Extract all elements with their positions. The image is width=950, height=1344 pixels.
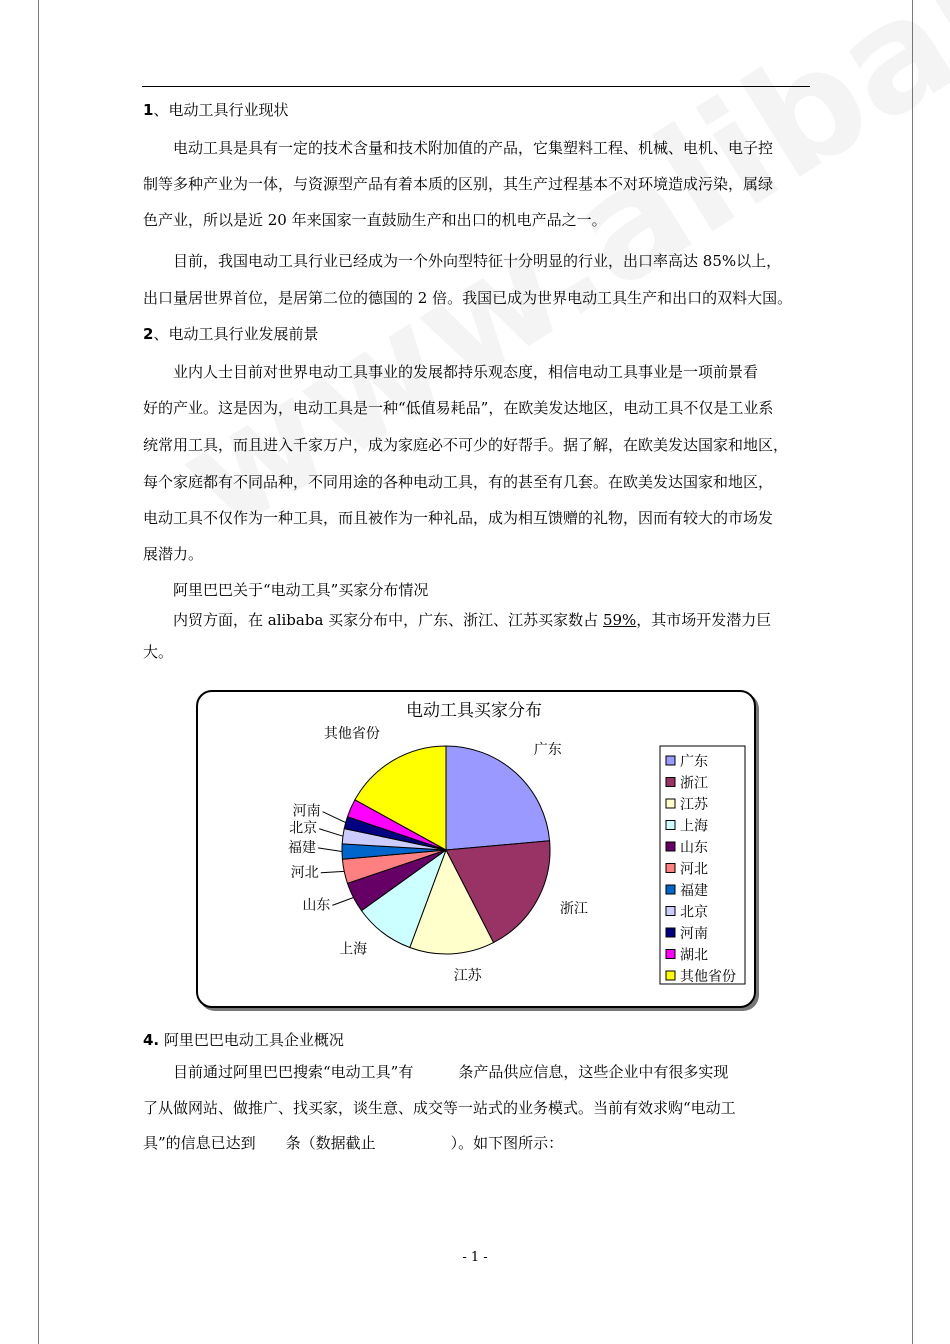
paragraph-5-line-2: 大。 [143, 643, 174, 661]
paragraph-3-line-3: 统常用工具，而且进入千家万户，成为家庭必不可少的好帮手。据了解，在欧美发达国家和地区， [143, 436, 789, 454]
heading-2-text: 、电动工具行业发展前景 [153, 325, 319, 343]
heading-2-number: 2 [143, 325, 154, 343]
slice-label-9: 河南 [292, 803, 321, 820]
legend-swatch-6 [666, 864, 675, 873]
legend-label-4: 上海 [680, 818, 708, 835]
legend-label-10: 湖北 [680, 947, 708, 964]
legend-label-8: 北京 [680, 904, 708, 921]
paragraph-5-text-a: 内贸方面，在 alibaba 买家分布中，广东、浙江、江苏买家数占 [143, 611, 603, 629]
pie-chart [196, 690, 752, 1006]
paragraph-3-line-5: 电动工具不仅作为一种工具，而且被作为一种礼品，成为相互馈赠的礼物，因而有较大的市场发 [143, 509, 774, 527]
pie-slice-1 [446, 746, 550, 850]
paragraph-6-line-1: 目前通过阿里巴巴搜索“电动工具”有 条产品供应信息，这些企业中有很多实现 [143, 1063, 729, 1081]
legend-label-11: 其他省份 [680, 969, 736, 985]
heading-4 [143, 1022, 811, 1058]
paragraph-5-text-b: ，其市场开发潜力巨 [636, 611, 772, 629]
legend-swatch-5 [666, 842, 675, 851]
heading-4-number: 4. [143, 1031, 160, 1049]
heading-1 [143, 92, 811, 128]
heading-4-text: 阿里巴巴电动工具企业概况 [159, 1031, 344, 1049]
heading-1-number: 1 [143, 101, 154, 119]
legend-swatch-9 [666, 928, 675, 937]
label-leader-5 [332, 897, 353, 905]
slice-label-2: 浙江 [559, 900, 588, 917]
slice-label-3: 江苏 [453, 967, 482, 984]
paragraph-3-line-4: 每个家庭都有不同品种，不同用途的各种电动工具，有的甚至有几套。在欧美发达国家和地区， [143, 473, 774, 491]
legend-swatch-11 [666, 971, 675, 980]
slice-label-1: 广东 [533, 742, 562, 759]
slice-label-4: 上海 [339, 941, 368, 958]
legend-label-3: 江苏 [680, 797, 708, 813]
paragraph-2-line-2: 出口量居世界首位，是居第二位的德国的 2 倍。我国已成为世界电动工具生产和出口的双料大国。 [143, 289, 793, 307]
paragraph-3-line-2: 好的产业。这是因为，电动工具是一种“低值易耗品”，在欧美发达地区，电动工具不仅是工业系 [143, 399, 774, 417]
page-border-left [38, 0, 39, 1344]
legend-swatch-3 [666, 799, 675, 808]
slice-label-11: 其他省份 [323, 726, 380, 743]
legend-label-6: 河北 [680, 861, 708, 878]
slice-label-8: 北京 [289, 820, 318, 837]
paragraph-4: 阿里巴巴关于“电动工具”买家分布情况 [143, 581, 429, 599]
heading-1-text: 、电动工具行业现状 [153, 101, 289, 119]
legend-swatch-8 [666, 907, 675, 916]
legend-swatch-10 [666, 950, 675, 959]
paragraph-6-line-3: 具”的信息已达到 条（数据截止 ）。如下图所示： [143, 1134, 564, 1152]
percentage-value: 59% [602, 611, 637, 629]
paragraph-3-line-1: 业内人士目前对世界电动工具事业的发展都持乐观态度，相信电动工具事业是一项前景看 [143, 363, 759, 381]
legend-label-2: 浙江 [680, 775, 708, 792]
legend-label-7: 福建 [680, 883, 708, 899]
legend-label-9: 河南 [680, 926, 708, 942]
legend-swatch-2 [666, 778, 675, 787]
label-leader-9 [323, 812, 346, 823]
legend-label-5: 山东 [680, 840, 708, 856]
paragraph-6-line-2: 了从做网站、做推广、找买家，谈生意、成交等一站式的业务模式。当前有效求购“电动工 [143, 1099, 736, 1117]
legend-label-1: 广东 [680, 754, 708, 770]
paragraph-1-line-2: 制等多种产业为一体，与资源型产品有着本质的区别，其生产过程基本不对环境造成污染，属绿 [143, 175, 774, 193]
label-leader-7 [318, 848, 342, 852]
slice-label-6: 河北 [290, 864, 319, 881]
paragraph-1-line-3: 色产业，所以是近 20 年来国家一直鼓励生产和出口的机电产品之一。 [143, 211, 607, 229]
page-number: - 1 - [462, 1250, 488, 1265]
slice-label-7: 福建 [288, 839, 317, 856]
page-border-right [912, 0, 913, 1344]
paragraph-1-line-1: 电动工具是具有一定的技术含量和技术附加值的产品，它集塑料工程、机械、电机、电子控 [143, 139, 774, 157]
slice-label-5: 山东 [302, 897, 331, 914]
legend-swatch-1 [666, 756, 675, 765]
label-leader-8 [319, 829, 343, 836]
legend-swatch-7 [666, 885, 675, 894]
paragraph-3-line-6: 展潜力。 [143, 545, 204, 563]
legend-swatch-4 [666, 821, 675, 830]
heading-2 [143, 316, 811, 352]
paragraph-5-line-1 [143, 602, 811, 638]
paragraph-2-line-1: 目前，我国电动工具行业已经成为一个外向型特征十分明显的行业，出口率高达 85%以上， [143, 252, 782, 270]
chart-title: 电动工具买家分布 [406, 701, 542, 721]
label-leader-6 [321, 871, 344, 872]
